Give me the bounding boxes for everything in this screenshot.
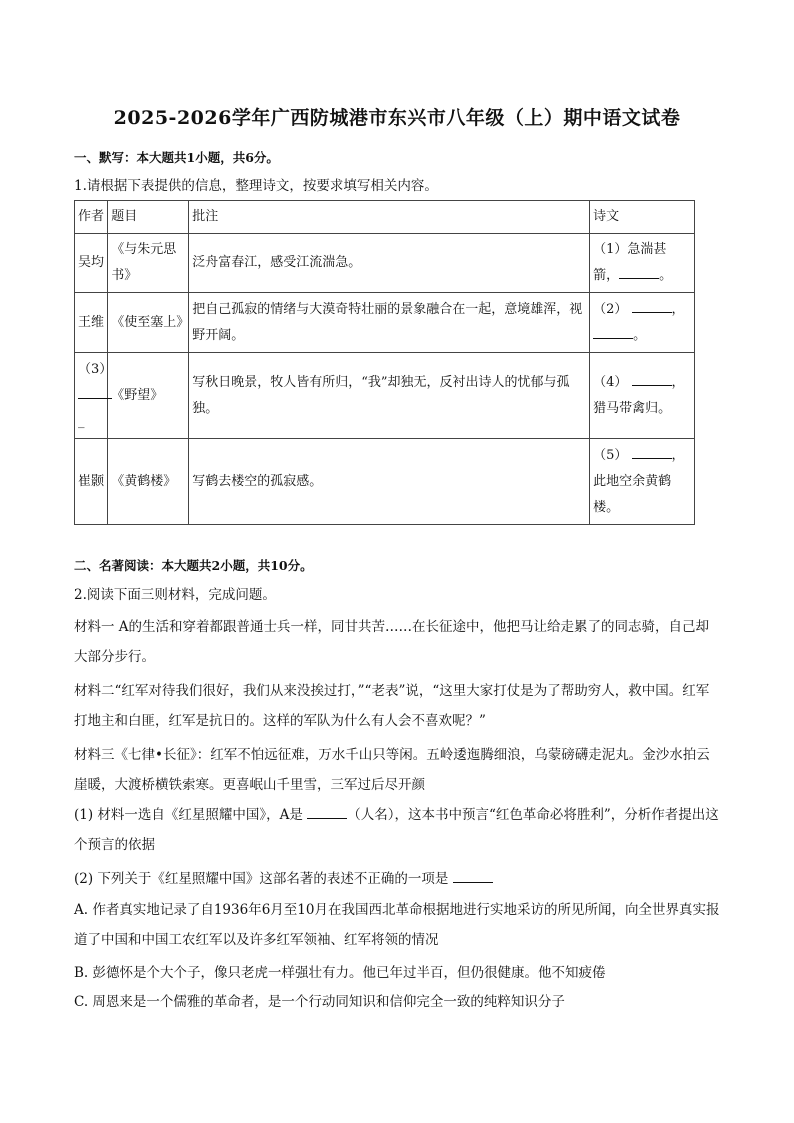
poem-cell bbox=[590, 439, 695, 525]
answer-blank[interactable] bbox=[632, 298, 672, 313]
table-row bbox=[75, 293, 695, 353]
poem-cell bbox=[590, 234, 695, 293]
table-row bbox=[75, 353, 695, 439]
title-cell: 《黄鹤楼》 bbox=[108, 439, 189, 525]
sub-question-2-text: (2) 下列关于《红星照耀中国》这部名著的表述不正确的一项是 bbox=[74, 871, 449, 887]
poem-text: ，此地空余黄鹤楼。 bbox=[593, 447, 685, 515]
author-mark: _ bbox=[78, 413, 85, 429]
sub-question-1-text: （人名），这本书中预言“红色革命必将胜利”，分析作者提出这个预言的依据 bbox=[74, 807, 719, 853]
section-heading-1: 一、默写：本大题共1小题，共6分。 bbox=[74, 150, 279, 165]
section-heading-2: 二、名著阅读：本大题共2小题，共10分。 bbox=[74, 558, 313, 573]
option-b[interactable]: B. 彭德怀是个大个子，像只老虎一样强壮有力。他已年过半百，但仍很健康。他不知疲倦 bbox=[74, 965, 606, 981]
header-author: 作者 bbox=[75, 201, 108, 234]
author-number: （3） bbox=[78, 361, 113, 377]
poem-text: 。 bbox=[633, 327, 647, 343]
answer-blank[interactable] bbox=[78, 384, 112, 399]
answer-blank[interactable] bbox=[632, 444, 672, 459]
material-2: 材料二“红军对待我们很好，我们从来没挨过打，”“老表”说，“这里大家打仗是为了帮助穷人，救中国。红军打地主和白匪，红军是抗日的。这样的军队为什么有人会不喜欢呢？” bbox=[74, 683, 710, 729]
poem-cell bbox=[590, 293, 695, 353]
header-poem: 诗文 bbox=[590, 201, 695, 234]
sub-question-1 bbox=[74, 800, 722, 860]
answer-blank[interactable] bbox=[619, 264, 659, 279]
question-2-prompt: 2.阅读下面三则材料，完成问题。 bbox=[74, 587, 276, 603]
note-cell: 写鹤去楼空的孤寂感。 bbox=[189, 439, 590, 525]
poem-text: ， bbox=[671, 301, 685, 317]
table-row bbox=[75, 439, 695, 525]
poem-text: （1）急湍甚箭， bbox=[593, 242, 667, 283]
sub-question-1-text: (1) 材料一选自《红星照耀中国》，A是 bbox=[74, 807, 303, 823]
option-c[interactable]: C. 周恩来是一个儒雅的革命者，是一个行动同知识和信仰完全一致的纯粹知识分子 bbox=[74, 994, 565, 1010]
question-1-prompt: 1.请根据下表提供的信息，整理诗文，按要求填写相关内容。 bbox=[74, 178, 438, 194]
material-1: 材料一 A的生活和穿着都跟普通士兵一样，同甘共苦……在长征途中，他把马让给走累了的同志骑，自己却大部分步行。 bbox=[74, 619, 710, 665]
title-cell: 《使至塞上》 bbox=[108, 293, 189, 353]
note-cell: 写秋日晚景，牧人皆有所归，“我”却独无，反衬出诗人的忧郁与孤独。 bbox=[189, 353, 590, 439]
note-cell: 泛舟富春江，感受江流湍急。 bbox=[189, 234, 590, 293]
poem-cell bbox=[590, 353, 695, 439]
poem-text: ，猎马带禽归。 bbox=[593, 374, 685, 416]
header-title: 题目 bbox=[108, 201, 189, 234]
author-cell: 崔颢 bbox=[75, 439, 108, 525]
table-header-row bbox=[75, 201, 695, 234]
material-3: 材料三《七律•长征》：红军不怕远征难，万水千山只等闲。五岭逶迤腾细浪，乌蒙磅礴走泥丸。金沙水拍云崖暖，大渡桥横铁索寒。更喜岷山千里雪，三军过后尽开颜 bbox=[74, 747, 710, 793]
author-cell: 吴均 bbox=[75, 234, 108, 293]
option-a[interactable]: A. 作者真实地记录了自1936年6月至10月在我国西北革命根据地进行实地采访的所见所闻，向全世界真实报道了中国和中国工农红军以及许多红军领袖、红军将领的情况 bbox=[74, 902, 720, 948]
poem-text: （5） bbox=[593, 447, 628, 463]
author-cell bbox=[75, 353, 113, 439]
table-row bbox=[75, 234, 695, 293]
poem-text: （2） bbox=[593, 301, 628, 317]
note-cell: 把自己孤寂的情绪与大漠奇特壮丽的景象融合在一起，意境雄浑，视野开阔。 bbox=[189, 293, 590, 353]
header-note: 批注 bbox=[189, 201, 590, 234]
title-cell: 《野望》 bbox=[108, 353, 189, 439]
page-title: 2025-2026学年广西防城港市东兴市八年级（上）期中语文试卷 bbox=[113, 107, 681, 129]
title-cell: 《与朱元思书》 bbox=[108, 234, 189, 293]
author-cell: 王维 bbox=[75, 293, 108, 353]
answer-blank[interactable] bbox=[593, 324, 633, 339]
answer-blank[interactable] bbox=[453, 868, 493, 883]
poem-text: （4） bbox=[593, 374, 628, 390]
answer-blank[interactable] bbox=[632, 371, 672, 386]
poem-text: 。 bbox=[659, 268, 673, 283]
poem-table bbox=[74, 200, 695, 525]
sub-question-2 bbox=[74, 864, 722, 894]
answer-blank[interactable] bbox=[307, 804, 347, 819]
